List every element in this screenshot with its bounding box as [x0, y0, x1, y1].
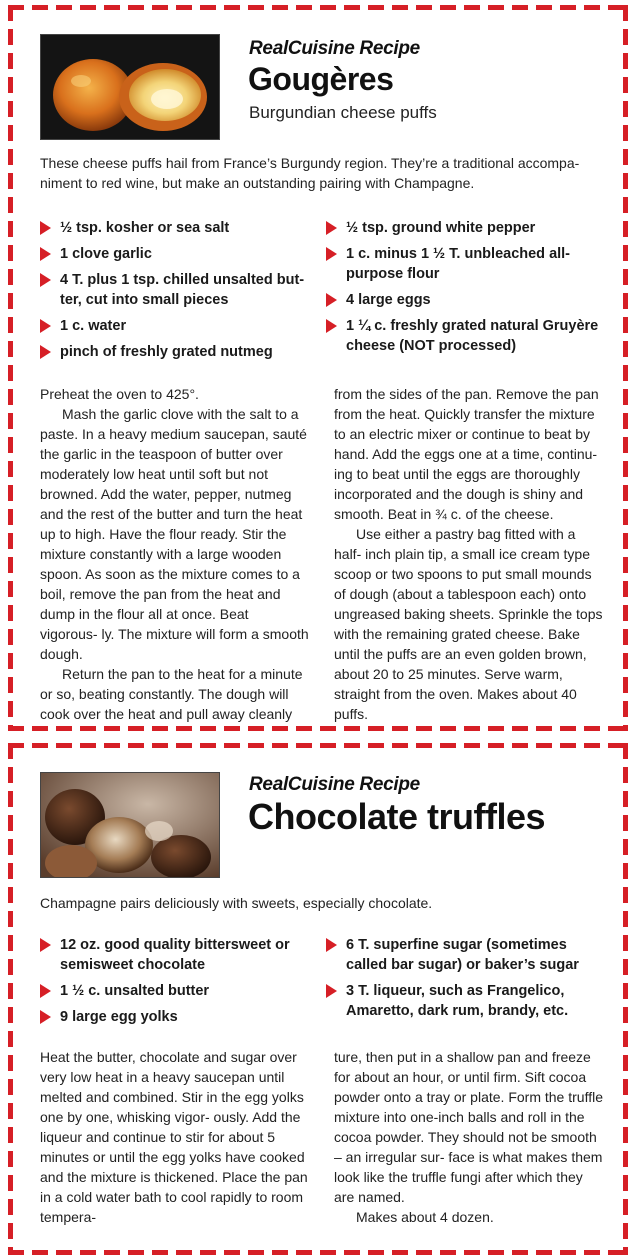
recipe-title: Chocolate truffles: [248, 796, 546, 837]
bullet-arrow-icon: [40, 1010, 51, 1024]
method-paragraph: Mash the garlic clove with the salt to a paste. In a heavy medium saucepan, sauté the garlic in the teaspoon of butter over moderately low heat until soft but not browned. Add the water, pepper, nutmeg and the rest of the butter and turn the heat up to high. Have the flour ready. Stir the mixture constantly with a large wooden spoon. As soon as the mixture comes to a boil, remove the pan from the heat and dump in the flour all at once. Beat vigorous- ly. The mixture will form a smooth dough.: [40, 406, 309, 662]
bullet-arrow-icon: [40, 319, 51, 333]
method-left: [40, 1047, 312, 1227]
bullet-arrow-icon: [40, 273, 51, 287]
method-right: [334, 384, 606, 724]
recipe-subtitle: Burgundian cheese puffs: [249, 103, 437, 122]
method-paragraph: Heat the butter, chocolate and sugar over very low heat in a heavy saucepan until melted and combined. Stir in the egg yolks one by one, whisking vigor- ously. Add the liqueur and continue to stir for about 5 minutes or until the egg yolks have cooked and the mixture is thickened. Place the pan in a cold water bath to cool rapidly to room tempera-: [40, 1049, 308, 1225]
list-item: 12 oz. good quality bittersweet or semisweet chocolate: [40, 935, 312, 975]
truffles-photo: [40, 772, 220, 878]
bullet-arrow-icon: [40, 247, 51, 261]
bullet-arrow-icon: [326, 293, 337, 307]
bullet-arrow-icon: [40, 345, 51, 359]
recipe-intro: Champagne pairs deliciously with sweets, especially chocolate.: [40, 895, 433, 911]
method-paragraph: Preheat the oven to 425°.: [40, 386, 199, 402]
bullet-arrow-icon: [326, 319, 337, 333]
recipe-kicker: RealCuisine Recipe: [249, 38, 420, 59]
bullet-arrow-icon: [326, 221, 337, 235]
list-item: 4 T. plus 1 tsp. chilled unsalted but- ter, cut into small pieces: [40, 270, 312, 310]
list-item: 9 large egg yolks: [40, 1007, 312, 1027]
list-item: ½ tsp. kosher or sea salt: [40, 218, 312, 238]
method-paragraph: Return the pan to the heat for a minute or so, beating constantly. The dough will cook over the heat and pull away cleanly: [40, 666, 303, 722]
list-item: 4 large eggs: [326, 290, 608, 310]
list-item: 1 ¼ c. freshly grated natural Gruyère cheese (NOT processed): [326, 316, 608, 356]
dashed-border-bottom: [8, 1250, 628, 1255]
method-paragraph: Makes about 4 dozen.: [356, 1209, 494, 1225]
method-paragraph: from the sides of the pan. Remove the pan from the heat. Quickly transfer the mixture to an electric mixer or continue to beat by hand. Add the eggs one at a time, continu- ing to beat until the eggs are thoroughly incorporated and the dough is shiny and smooth. Beat in ¾ c. of the cheese.: [334, 386, 599, 522]
ingredients-left: [40, 935, 312, 1033]
list-item: 1 clove garlic: [40, 244, 312, 264]
dashed-border-divider-top: [8, 726, 628, 731]
list-item: 3 T. liqueur, such as Frangelico, Amaretto, dark rum, brandy, etc.: [326, 981, 602, 1021]
list-item: 6 T. superfine sugar (sometimes called bar sugar) or baker’s sugar: [326, 935, 602, 975]
list-item: pinch of freshly grated nutmeg: [40, 342, 312, 362]
method-right: [334, 1047, 606, 1227]
recipe-card-truffles: [12, 752, 622, 1247]
bullet-arrow-icon: [40, 984, 51, 998]
cheese-puff-photo: [40, 34, 220, 140]
bullet-arrow-icon: [326, 938, 337, 952]
dashed-border-divider-bottom: [8, 743, 628, 748]
list-item: 1 ½ c. unsalted butter: [40, 981, 312, 1001]
recipe-kicker: RealCuisine Recipe: [249, 774, 420, 795]
recipe-intro: These cheese puffs hail from France’s Burgundy region. They’re a traditional accompa- niment to red wine, but make an outstanding pairing with Champagne.: [40, 155, 580, 191]
bullet-arrow-icon: [40, 938, 51, 952]
ingredients-left: [40, 218, 312, 368]
dashed-border-right-2: [623, 743, 628, 1255]
ingredients-right: [326, 218, 608, 362]
bullet-arrow-icon: [40, 221, 51, 235]
recipe-card-gougeres: [12, 10, 622, 720]
ingredients-right: [326, 935, 602, 1027]
bullet-arrow-icon: [326, 984, 337, 998]
list-item: 1 c. minus 1 ½ T. unbleached all- purpose flour: [326, 244, 608, 284]
method-paragraph: Use either a pastry bag fitted with a half- inch plain tip, a small ice cream type scoop or two spoons to put small mounds of dough (about a tablespoon each) onto ungreased baking sheets. Sprinkle the tops with the remaining grated cheese. Bake until the puffs are an even golden brown, about 20 to 25 minutes. Serve warm, straight from the oven. Makes about 40 puffs.: [334, 526, 603, 722]
dashed-border-right-1: [623, 5, 628, 731]
list-item: ½ tsp. ground white pepper: [326, 218, 608, 238]
list-item: 1 c. water: [40, 316, 312, 336]
method-paragraph: ture, then put in a shallow pan and freeze for about an hour, or until firm. Sift cocoa powder onto a tray or plate. Form the truffle mixture into one-inch balls and roll in the cocoa powder. They should not be smooth – an irregular sur- face is what makes them look like the truffle fungi after which they are named.: [334, 1049, 603, 1205]
method-left: [40, 384, 310, 724]
recipe-title: Gougères: [248, 61, 394, 97]
bullet-arrow-icon: [326, 247, 337, 261]
